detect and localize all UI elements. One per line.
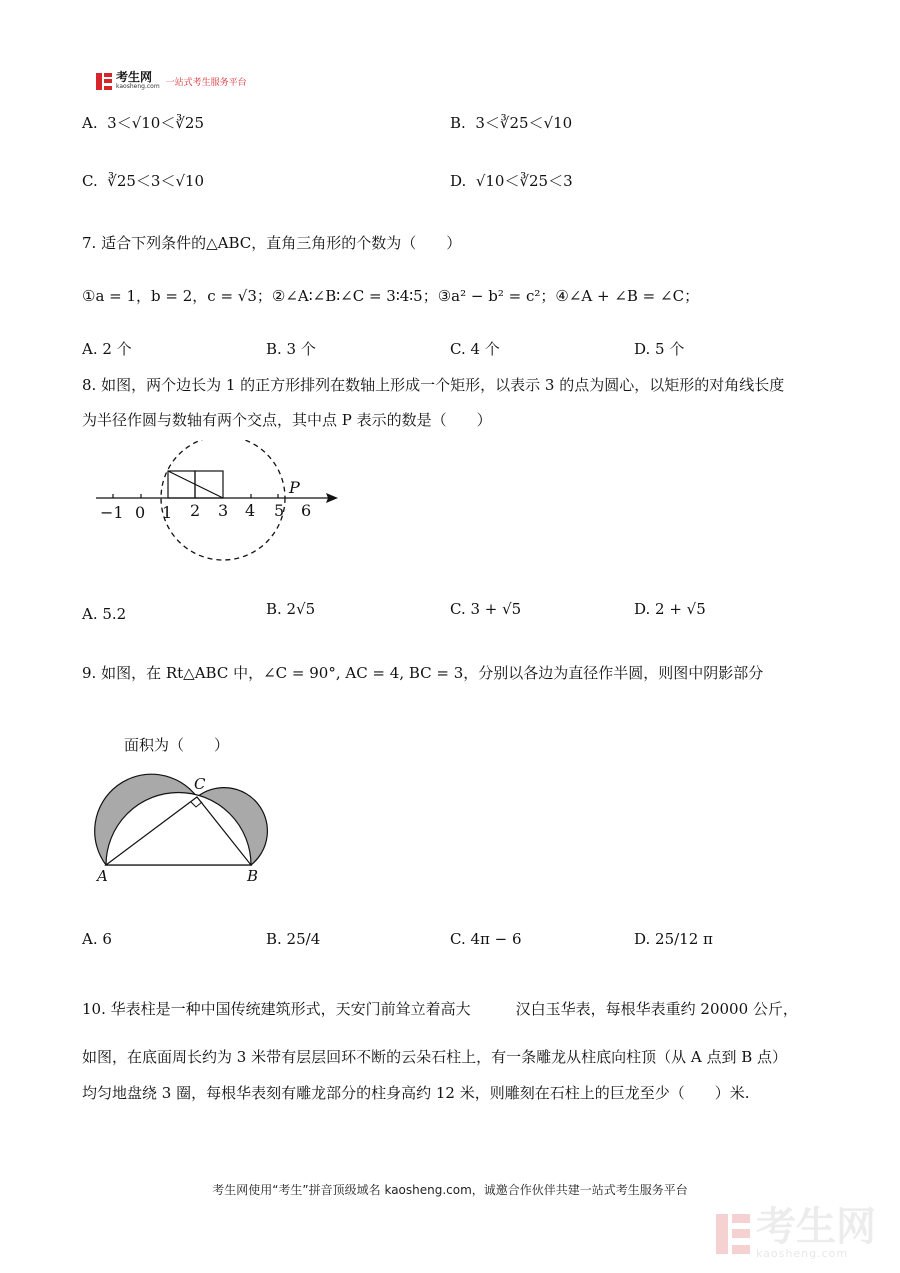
q6-option-d (450, 170, 573, 191)
q8-tick-label: 2 (190, 501, 201, 520)
q9-option-b: B. 25/4 (266, 930, 321, 948)
q9-option-c: C. 4π − 6 (450, 930, 522, 948)
q8-stem-line2: 为半径作圆与数轴有两个交点，其中点 P 表示的数是（ ） (82, 411, 492, 429)
q6-option-b (450, 112, 572, 133)
q6-option-b-text: 3＜∛25＜√10 (475, 114, 573, 132)
q8-number-line-figure (90, 440, 350, 570)
q9-stem-line2: 面积为（ ） (124, 736, 230, 754)
q9-stem: 9. 如图，在 Rt△ABC 中，∠C = 90°, AC = 4, BC = 3，分别以各边为直径作半圆，则图中阴影部分 (82, 664, 764, 682)
q6-option-d-label: D. (450, 172, 467, 190)
q6-option-a (82, 112, 204, 133)
q6-option-c-label: C. (82, 172, 98, 190)
q10-line3: 均匀地盘绕 3 圈，每根华表刻有雕龙部分的柱身高约 12 米，则雕刻在石柱上的巨龙至少（ ）米. (82, 1084, 750, 1102)
q8-tick-label: 1 (162, 503, 173, 522)
q9-semicircles-figure (90, 770, 280, 888)
q7-stem: 7. 适合下列条件的△ABC，直角三角形的个数为（ ） (82, 234, 462, 252)
logo-url: kaosheng.com (116, 83, 160, 90)
q10-line2: 如图，在底面周长约为 3 米带有层层回环不断的云朵石柱上，有一条雕龙从柱底向柱顶（从 A 点到 B 点） (82, 1048, 788, 1066)
q6-option-c-text: ∛25＜3＜√10 (107, 172, 205, 190)
q6-option-d-text: √10＜∛25＜3 (475, 172, 573, 190)
logo-name: 考生网 (116, 70, 153, 84)
q8-tick-label: 4 (245, 501, 256, 520)
q7-option-a: A. 2 个 (82, 340, 132, 358)
q8-tick-label: 5 (274, 501, 285, 520)
q9-label-b: B (247, 867, 259, 885)
watermark-url: kaosheng.com (756, 1247, 849, 1260)
q8-option-d: D. 2 + √5 (634, 600, 706, 618)
q8-tick-label: 0 (135, 503, 146, 522)
q6-option-c (82, 170, 204, 191)
q8-stem-line1: 8. 如图，两个边长为 1 的正方形排列在数轴上形成一个矩形，以表示 3 的点为圆心，以矩形的对角线长度 (82, 376, 785, 394)
q8-tick-label: 6 (301, 501, 312, 520)
q8-option-a: A. 5.2 (82, 605, 127, 623)
q8-square-2 (195, 471, 223, 498)
q6-option-a-text: 3＜√10＜∛25 (107, 114, 204, 132)
q7-option-d: D. 5 个 (634, 340, 685, 358)
logo-slogan: 一站式考生服务平台 (165, 77, 247, 88)
q10-line1: 10. 华表柱是一种中国传统建筑形式，天安门前耸立着高大 汉白玉华表，每根华表重约 20000 公斤， (82, 1000, 798, 1018)
header-logo (96, 72, 247, 90)
q6-option-b-label: B. (450, 114, 466, 132)
q9-label-a: A (97, 867, 108, 885)
logo-mark-icon (96, 73, 112, 90)
q9-label-c: C (194, 775, 206, 793)
footer-text: 考生网使用“考生”拼音顶级域名 kaosheng.com，诚邀合作伙伴共建一站式考生服务平台 (212, 1183, 688, 1197)
q8-option-c: C. 3 + √5 (450, 600, 522, 618)
q8-option-b: B. 2√5 (266, 600, 316, 618)
q8-tick-label: −1 (100, 503, 124, 522)
watermark-logo-icon (716, 1214, 750, 1254)
q8-dashed-circle (161, 440, 285, 560)
q8-point-label: P (289, 478, 300, 497)
watermark-name: 考生网 (756, 1204, 876, 1250)
q8-tick-label: 3 (218, 501, 229, 520)
q7-conditions: ①a = 1，b = 2，c = √3；②∠A∶∠B∶∠C = 3∶4∶5；③a² − b² = c²；④∠A + ∠B = ∠C； (82, 287, 700, 305)
q9-option-a: A. 6 (82, 930, 112, 948)
q9-option-d: D. 25/12 π (634, 930, 713, 948)
watermark (716, 1204, 876, 1260)
q6-option-a-label: A. (82, 114, 98, 132)
q8-square-1 (168, 471, 195, 498)
q7-option-c: C. 4 个 (450, 340, 500, 358)
q7-option-b: B. 3 个 (266, 340, 316, 358)
